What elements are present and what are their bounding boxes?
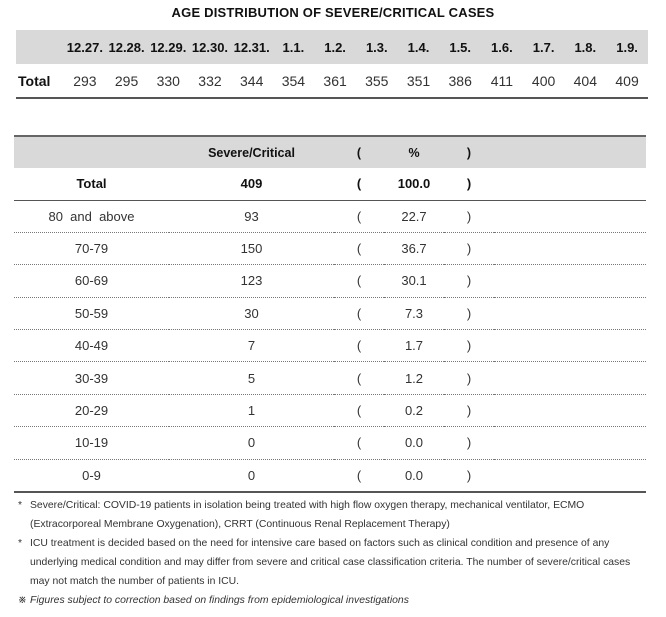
age-header-label <box>14 136 169 168</box>
percent-value: 0.2 <box>404 403 424 419</box>
open-paren: ( <box>356 241 362 257</box>
percent-value: 100.0 <box>397 176 431 192</box>
footnote-text: ICU treatment is decided based on the need for intensive care based on factors such as clinical condition and presence of any underlying medical condition and may differ from severe and critical case classification criteria. The number of severe/critical cases may not match the number of patients in ICU. <box>30 538 631 587</box>
daily-value: 330 <box>156 72 180 89</box>
daily-value: 400 <box>531 72 556 89</box>
percent-value: 30.1 <box>401 273 427 289</box>
daily-value: 386 <box>448 72 472 89</box>
date-header: 12.30. <box>191 39 229 55</box>
open-paren: ( <box>356 176 362 192</box>
date-header: 1.4. <box>407 39 430 55</box>
age-group-label: 60-69 <box>74 273 109 289</box>
footnote-text: Figures subject to correction based on findings from epidemiological investigations <box>30 595 409 606</box>
percent-value: 0.0 <box>404 467 424 483</box>
spacer-cell <box>494 232 646 264</box>
count-value: 409 <box>240 176 263 192</box>
close-paren: ) <box>466 241 472 257</box>
close-paren: ) <box>466 435 472 451</box>
close-paren: ) <box>466 305 472 321</box>
percent-header: % <box>408 145 420 160</box>
count-value: 7 <box>247 338 256 354</box>
open-paren: ( <box>356 305 362 321</box>
date-header: 1.8. <box>574 39 597 55</box>
close-paren: ) <box>466 467 472 483</box>
close-paren: ) <box>466 403 472 419</box>
footnote-mark: * <box>18 538 23 549</box>
count-value: 93 <box>244 208 259 224</box>
date-header: 1.1. <box>282 39 305 55</box>
percent-value: 36.7 <box>401 241 427 257</box>
spacer-cell <box>494 459 646 491</box>
open-paren: ( <box>356 145 362 160</box>
count-value: 150 <box>240 241 263 257</box>
daily-value: 332 <box>198 72 222 89</box>
footnote-mark: ※ <box>18 595 27 606</box>
count-value: 30 <box>244 305 259 321</box>
daily-value: 411 <box>490 72 514 89</box>
count-value: 1 <box>247 403 256 419</box>
open-paren: ( <box>356 467 362 483</box>
footnote-text: Severe/Critical: COVID-19 patients in isolation being treated with high flow oxygen therapy, mechanical ventilator, ECMO (Extracorporeal Membrane Oxygenation), CRRT (Continuous Renal Replacement Therapy) <box>30 500 585 530</box>
date-header: 1.7. <box>532 39 555 55</box>
age-group-label: 40-49 <box>74 338 109 354</box>
close-paren: ) <box>466 176 472 192</box>
daily-total-row <box>16 64 648 98</box>
open-paren: ( <box>356 435 362 451</box>
count-value: 123 <box>240 273 263 289</box>
age-row <box>14 232 646 264</box>
percent-value: 22.7 <box>401 208 427 224</box>
percent-value: 1.2 <box>404 370 424 386</box>
page-title: AGE DISTRIBUTION OF SEVERE/CRITICAL CASES <box>171 5 495 20</box>
age-row <box>14 459 646 491</box>
date-header: 12.27. <box>66 39 103 55</box>
spacer-cell <box>494 168 646 200</box>
close-paren: ) <box>466 338 472 354</box>
count-value: 0 <box>247 467 256 483</box>
daily-value: 361 <box>323 72 347 89</box>
open-paren: ( <box>356 403 362 419</box>
age-group-label: 80 and above <box>48 208 135 224</box>
date-header: 1.3. <box>365 39 388 55</box>
date-header: 1.6. <box>491 39 513 55</box>
daily-value: 344 <box>240 72 264 89</box>
close-paren: ) <box>466 370 472 386</box>
age-row <box>14 200 646 232</box>
date-header: 1.2. <box>324 39 346 55</box>
count-value: 0 <box>247 435 256 451</box>
daily-value: 404 <box>573 72 597 89</box>
footnotes <box>16 496 648 610</box>
daily-value: 409 <box>615 72 639 89</box>
footnote <box>16 496 648 534</box>
percent-value: 1.7 <box>404 338 424 354</box>
date-header: 1.5. <box>449 39 472 55</box>
total-row <box>14 168 646 200</box>
header-corner <box>16 30 64 64</box>
age-row <box>14 427 646 459</box>
age-group-label: 10-19 <box>74 435 109 451</box>
date-header: 12.28. <box>108 39 145 55</box>
daily-value: 351 <box>406 72 431 89</box>
age-distribution-table <box>14 135 646 493</box>
spacer-cell <box>494 200 646 232</box>
age-row <box>14 362 646 394</box>
daily-value: 295 <box>114 72 139 89</box>
date-header: 1.9. <box>616 39 638 55</box>
daily-value: 354 <box>281 72 306 89</box>
percent-value: 7.3 <box>404 305 424 321</box>
count-value: 5 <box>247 370 256 386</box>
daily-value: 355 <box>365 72 389 89</box>
age-row <box>14 297 646 329</box>
footnote-mark: * <box>18 500 23 511</box>
date-header-row <box>16 30 648 64</box>
age-header-row <box>14 136 646 168</box>
percent-value: 0.0 <box>404 435 424 451</box>
row-label: Total <box>18 72 51 89</box>
age-row <box>14 394 646 426</box>
footnote <box>16 534 648 591</box>
spacer-cell <box>494 297 646 329</box>
severe-critical-header: Severe/Critical <box>208 145 295 160</box>
close-paren: ) <box>466 145 472 160</box>
age-group-label: 50-59 <box>74 305 109 321</box>
age-row <box>14 265 646 297</box>
open-paren: ( <box>356 370 362 386</box>
open-paren: ( <box>356 338 362 354</box>
daily-value: 293 <box>73 72 97 89</box>
spacer-cell <box>494 330 646 362</box>
spacer-cell <box>494 427 646 459</box>
spacer-cell <box>494 394 646 426</box>
age-group-label: Total <box>76 176 107 192</box>
date-header: 12.31. <box>233 39 270 55</box>
close-paren: ) <box>466 273 472 289</box>
open-paren: ( <box>356 273 362 289</box>
age-group-label: 0-9 <box>82 467 101 483</box>
spacer-cell <box>494 265 646 297</box>
age-row <box>14 330 646 362</box>
footnote <box>16 591 648 610</box>
spacer-cell <box>494 136 646 168</box>
age-group-label: 30-39 <box>74 370 109 386</box>
close-paren: ) <box>466 208 472 224</box>
spacer-cell <box>494 362 646 394</box>
open-paren: ( <box>356 208 362 224</box>
date-header: 12.29. <box>150 39 187 55</box>
age-group-label: 20-29 <box>74 403 109 419</box>
age-group-label: 70-79 <box>74 241 109 257</box>
daily-totals-table <box>16 30 648 99</box>
